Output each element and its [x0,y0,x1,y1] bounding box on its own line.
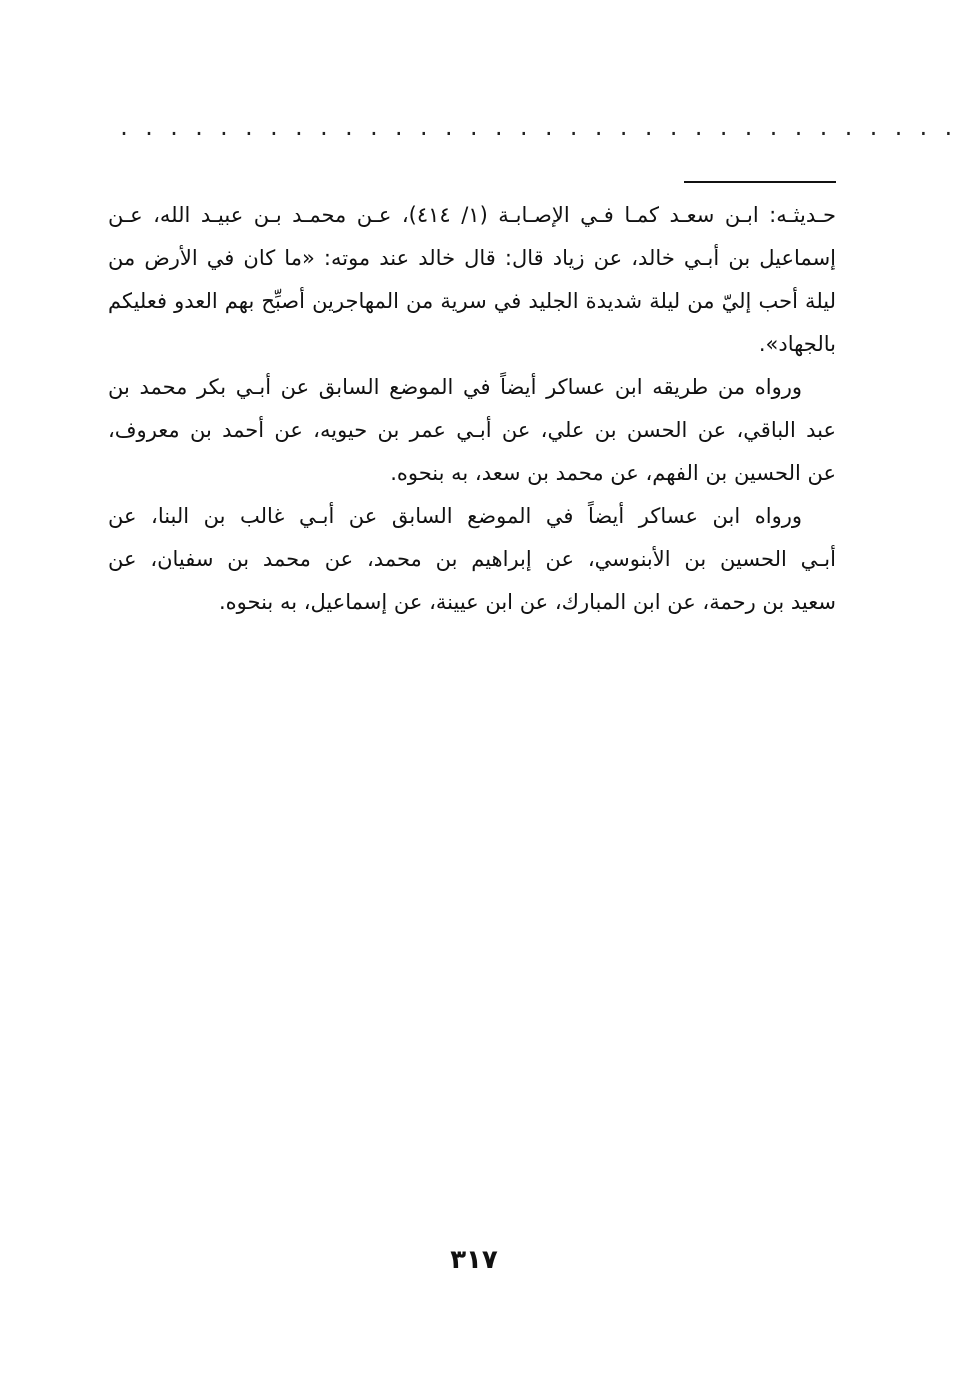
paragraph-3 [108,495,836,624]
footnote-text [108,194,836,624]
text-line: ورواه من طريقه ابن عساكر أيضاً في الموضع السابق عن أبـي بكر محمد بن [108,375,802,399]
text-line: سعيد بن رحمة، عن ابن المبارك، عن ابن عيينة، عن إسماعيل، به بنحوه. [219,590,836,614]
text-line: عبد الباقي، عن الحسن بن علي، عن أبـي عمر بن حيويه، عن أحمد بن معروف، [108,418,836,442]
text-line: عن الحسين بن الفهم، عن محمد بن سعد، به بنحوه. [390,461,836,485]
paragraph-1 [108,194,836,366]
text-line: أبـي الحسين بن الأبنوسي، عن إبراهيم بن محمد، عن محمد بن سفيان، عن [108,547,836,571]
text-line: حـديثـه: ابـن سعـد كمـا فـي الإصـابـة (١/ ٤١٤)، عـن محمـد بـن عبيـد الله، عـن [108,203,836,227]
text-line: إسماعيل بن أبـي خالد، عن زياد قال: قال خالد عند موته: «ما كان في الأرض من [108,246,836,270]
text-line: ليلة أحب إليّ من ليلة شديدة الجليد في سرية من المهاجرين أصبِّح بهم العدو فعليكم [108,289,836,313]
page-number: ٣١٧ [450,1245,498,1275]
separator-dots: . . . . . . . . . . . . . . . . . . . . . . . . . . . . . . . . . . [118,116,955,140]
text-line: ورواه ابن عساكر أيضاً في الموضع السابق عن أبـي غالب بن البنا، عن [108,504,802,528]
footnote-rule [684,181,836,183]
paragraph-2 [108,366,836,495]
text-line: بالجهاد». [758,332,836,356]
